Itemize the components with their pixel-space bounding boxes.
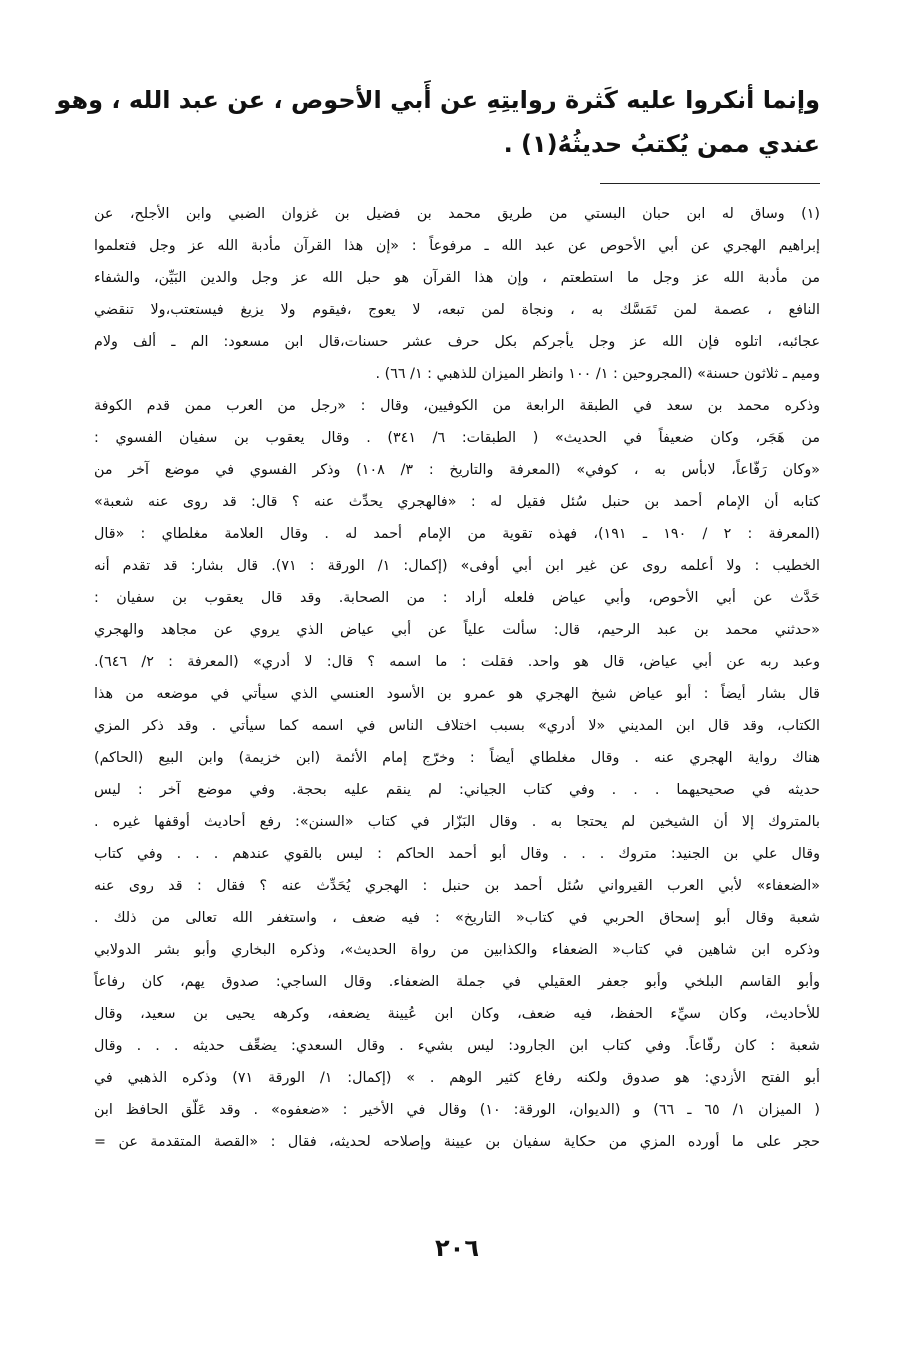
footnote-line: «الضعفاء» لأبي العرب القيرواني سُئل أحمد بن حنبل : الهجري يُحَدِّث عنه ؟ فقال : قد روى عنه (94, 878, 820, 894)
footnote-line: النافع ، عصمة لمن تَمَسَّك به ، ونجاة لمن تبعه، لا يعوج ،فيقوم ولا يزيغ فيستعتب،ولا تنقضي (94, 302, 820, 318)
footnote-line: وذكره محمد بن سعد في الطبقة الرابعة من الكوفيين، وقال : «رجل من العرب ممن قدم الكوفة (94, 398, 820, 414)
footnote-line: أبو الفتح الأزدي: هو صدوق ولكنه رفاع كثير الوهم . » (إكمال: ١/ الورقة ٧١) وذكره الذهبي في (94, 1070, 820, 1086)
footnote-line: شعبة : كان رفّاعاً. وفي كتاب ابن الجارود: ليس بشيء . وقال السعدي: يضعِّف حديثه . . . وقال (94, 1038, 820, 1054)
footnote-line: من مأدبة الله عز وجل ما استطعتم ، وإن هذا القرآن هو حبل الله عز وجل والدين البَيِّن، والشفاء (94, 270, 820, 286)
footnote-line: من هَجَر، وكان ضعيفاً في الحديث» ( الطبقات: ٦/ ٣٤١) . وقال يعقوب بن سفيان الفسوي : (94, 430, 820, 446)
footnote-line: الكتاب، وقد قال ابن المديني «لا أدري» بسبب اختلاف الناس في اسمه كما سيأتي . وقد ذكر المزي (94, 718, 820, 734)
footnote-line: وميم ـ ثلاثون حسنة» (المجروحين : ١/ ١٠٠ وانظر الميزان للذهبي : ١/ ٦٦) . (375, 366, 820, 382)
footnote-line: وأبو القاسم البلخي وأبو جعفر العقيلي في جملة الضعفاء. وقال الساجي: صدوق يهم، كان رفاعاً (94, 974, 820, 990)
footnote-line: ( الميزان ١/ ٦٥ ـ ٦٦) و (الديوان، الورقة: ١٠) وقال في الأخير : «ضعفوه» . وقد عَلّق الحافظ ابن (94, 1102, 820, 1118)
footnote-line: هناك رواية الهجري عنه . وقال مغلطاي أيضاً : وخرّج إمام الأئمة (ابن خزيمة) وابن البيع (الحاكم) (94, 750, 820, 766)
footnote-line: «وكان رَفّاعاً، لابأس به ، كوفي» (المعرفة والتاريخ : ٣/ ١٠٨) وذكر الفسوي في موضع آخر من (94, 462, 820, 478)
footnote-line: حَدَّث عن أبي الأحوص، وأبي عياض فلعله أراد : من الصحابة. وقد قال يعقوب بن سفيان : (94, 590, 820, 606)
footnote-line: للأحاديث، وكان سيِّء الحفظ، فيه ضعف، وكان ابن عُيينة يضعفه، وكرهه يحيى بن سعيد، وقال (94, 1006, 820, 1022)
main-text (56, 78, 820, 166)
footnote-line: وعبد ربه عن أبي عياض، قال هو واحد. فقلت : ما اسمه ؟ قال: لا أدري» (المعرفة : ٢/ ٦٤٦). (94, 654, 820, 670)
footnote-line: وذكره ابن شاهين في كتاب« الضعفاء والكذابين من رواة الحديث»، وذكره البخاري وأبو بشر الدولابي (94, 942, 820, 958)
footnote-line: عجائبه، اتلوه فإن الله عز وجل يأجركم بكل حرف عشر حسنات،قال ابن مسعود: الم ـ ألف ولام (94, 334, 820, 350)
main-text-line: عندي ممن يُكتبُ حديثُهُ(١) . (503, 130, 820, 158)
footnote-line: (المعرفة : ٢ / ١٩٠ ـ ١٩١)، فهذه تقوية من الإمام أحمد له . وقال العلامة مغلطاي : «قال (94, 526, 820, 542)
footnote-line: بالمتروك إلا أن الشيخين لم يحتجا به . وقال البَزّار في كتاب «السنن»: رفع أحاديث أوقفها غيره . (94, 814, 820, 830)
footnote-line: حجر على ما أورده المزي من حكاية سفيان بن عيينة وإصلاحه لحديثه، فقال : «القصة المتقدمة عن = (94, 1134, 820, 1150)
footnote-line: وقال علي بن الجنيد: متروك . . . وقال أبو أحمد الحاكم : ليس بالقوي عندهم . . . وفي كتاب (94, 846, 820, 862)
footnotes (94, 198, 820, 1158)
footnote-line: حديثه في صحيحيهما . . . وفي كتاب الجياني: لم ينقم عليه بحجة. وفي موضع آخر : ليس (94, 782, 820, 798)
footnote-line: قال بشار أيضاً : أبو عياض شيخ الهجري هو عمرو بن الأسود العنسي الذي سيأتي في موضعه من هذا (94, 686, 820, 702)
footnote-separator (600, 183, 820, 184)
footnote-line: الخطيب : ولا أعلمه روى عن غير ابن أبي أوفى» (إكمال: ١/ الورقة : ٧١). قال بشار: قد تقدم أنه (94, 558, 820, 574)
footnote-line: «حدثني محمد بن عبد الرحيم، قال: سألت علياً عن أبي عياض الذي يروي عن مجاهد والهجري (94, 622, 820, 638)
footnote-line: إبراهيم الهجري عن أبي الأحوص عن عبد الله ـ مرفوعاً : «إن هذا القرآن مأدبة الله عز وجل فتعلموا (94, 238, 820, 254)
page-number: ٢٠٦ (435, 1234, 479, 1262)
main-text-line: وإنما أنكروا عليه كَثرة روايتِهِ عن أَبي الأحوص ، عن عبد الله ، وهو (56, 86, 820, 114)
footnote-line: (١) وساق له ابن حبان البستي من طريق محمد بن فضيل بن غزوان الضبي وابن الأجلح، عن (94, 206, 820, 222)
footnote-line: كتابه أن الإمام أحمد بن حنبل سُئل فقيل له : «فالهجري يحدِّث عنه ؟ قال: قد روى عنه شعبة» (94, 494, 820, 510)
footnote-line: شعبة وقال أبو إسحاق الحربي في كتاب« التاريخ» : فيه ضعف ، واستغفر الله تعالى من ذلك . (94, 910, 820, 926)
